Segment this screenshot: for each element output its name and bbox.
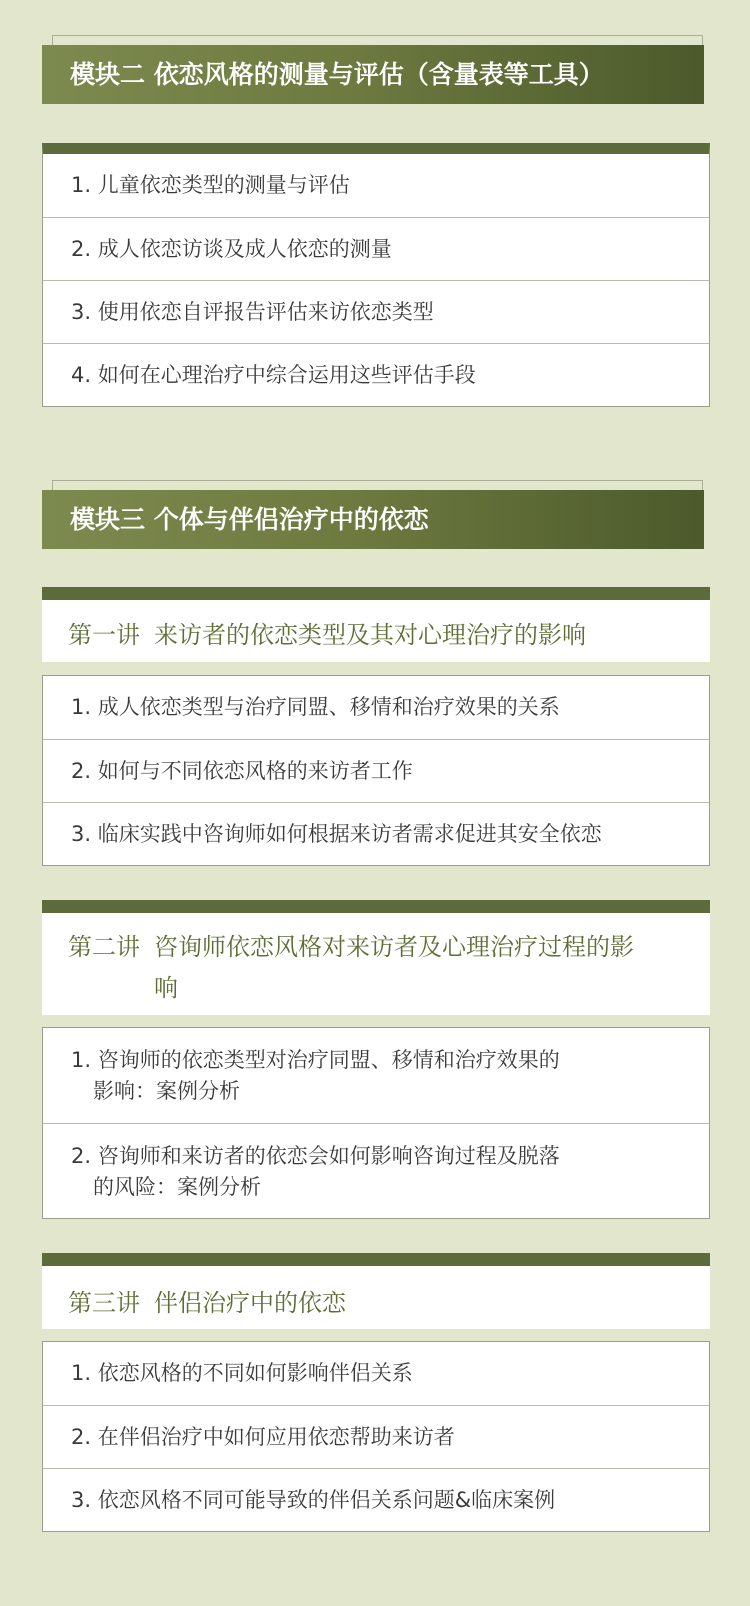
list-item: 2. 成人依恋访谈及成人依恋的测量 <box>43 217 709 280</box>
module-2-list <box>42 143 710 407</box>
list-item: 2. 咨询师和来访者的依恋会如何影响咨询过程及脱落 的风险：案例分析 <box>43 1123 709 1218</box>
list-item: 3. 使用依恋自评报告评估来访依恋类型 <box>43 280 709 343</box>
lecture-2-list <box>42 1027 710 1219</box>
lecture-3-title: 伴侣治疗中的依恋 <box>154 1289 346 1317</box>
list-item: 1. 依恋风格的不同如何影响伴侣关系 <box>71 1361 413 1385</box>
list-item: 2. 在伴侣治疗中如何应用依恋帮助来访者 <box>43 1405 709 1468</box>
module-3-header <box>42 490 704 549</box>
module-2-title: 模块二 依恋风格的测量与评估（含量表等工具） <box>42 45 704 104</box>
lecture-2-title: 咨询师依恋风格对来访者及心理治疗过程的影响 <box>154 933 634 1002</box>
lecture-1-header <box>42 587 710 662</box>
lecture-3-header <box>42 1253 710 1329</box>
lecture-1-prefix: 第一讲 <box>68 621 140 649</box>
list-item: 3. 依恋风格不同可能导致的伴侣关系问题&临床案例 <box>43 1468 709 1531</box>
list-item: 1. 咨询师的依恋类型对治疗同盟、移情和治疗效果的 影响：案例分析 <box>71 1048 560 1103</box>
module-3-title: 模块三 个体与伴侣治疗中的依恋 <box>42 490 704 549</box>
lecture-3-prefix: 第三讲 <box>68 1289 140 1317</box>
lecture-2-header <box>42 900 710 1015</box>
lecture-1-title: 来访者的依恋类型及其对心理治疗的影响 <box>154 621 586 649</box>
lecture-1-list <box>42 675 710 866</box>
lecture-2-prefix: 第二讲 <box>68 933 140 961</box>
list-item: 1. 成人依恋类型与治疗同盟、移情和治疗效果的关系 <box>71 695 560 719</box>
list-item: 4. 如何在心理治疗中综合运用这些评估手段 <box>43 343 709 406</box>
list-item: 3. 临床实践中咨询师如何根据来访者需求促进其安全依恋 <box>43 802 709 865</box>
lecture-3-list <box>42 1341 710 1532</box>
list-item: 1. 儿童依恋类型的测量与评估 <box>71 173 350 197</box>
module-2-header <box>42 45 704 104</box>
list-item: 2. 如何与不同依恋风格的来访者工作 <box>43 739 709 802</box>
